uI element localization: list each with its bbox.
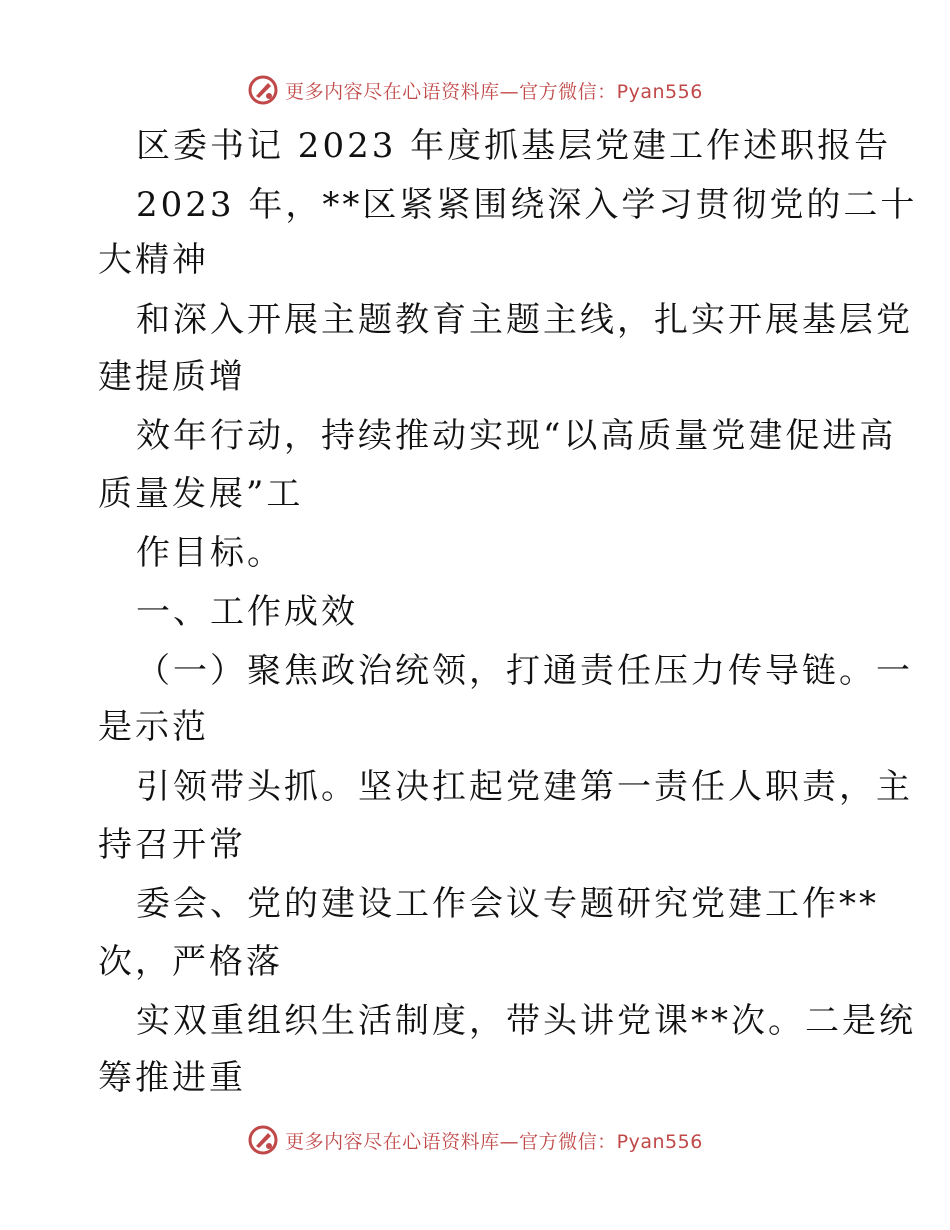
watermark-text: 更多内容尽在心语资料库—官方微信：Pyan556 [285, 1130, 703, 1153]
paragraph-line: 委会、党的建设工作会议专题研究党建工作** [136, 884, 879, 924]
paragraph-line: 作目标。 [136, 533, 284, 573]
document-title: 区委书记 2023 年度抓基层党建工作述职报告 [136, 126, 892, 166]
paragraph-line: 建提质增 [98, 357, 246, 397]
paragraph-line: 引领带头抓。坚决扛起党建第一责任人职责，主 [136, 767, 913, 807]
paragraph-line: 次，严格落 [98, 942, 283, 982]
paragraph-line: 质量发展”工 [98, 474, 304, 514]
section-heading: 一、工作成效 [136, 592, 358, 632]
paragraph-line: 筹推进重 [98, 1058, 246, 1098]
paragraph-line: 2023 年，**区紧紧围绕深入学习贯彻党的二十 [136, 185, 918, 225]
paragraph-line: 效年行动，持续推动实现“以高质量党建促进高 [136, 416, 897, 456]
subsection-heading: （一）聚焦政治统领，打通责任压力传导链。一 [136, 651, 913, 691]
paragraph-line: 大精神 [98, 240, 209, 280]
paragraph-line: 和深入开展主题教育主题主线，扎实开展基层党 [136, 300, 913, 340]
paragraph-line: 持召开常 [98, 825, 246, 865]
brand-logo-icon [247, 1124, 279, 1156]
paragraph-line: 是示范 [98, 707, 209, 747]
paragraph-line: 实双重组织生活制度，带头讲党课**次。二是统 [136, 1001, 916, 1041]
watermark-text: 更多内容尽在心语资料库—官方微信：Pyan556 [285, 80, 703, 103]
watermark-footer [0, 1120, 950, 1160]
